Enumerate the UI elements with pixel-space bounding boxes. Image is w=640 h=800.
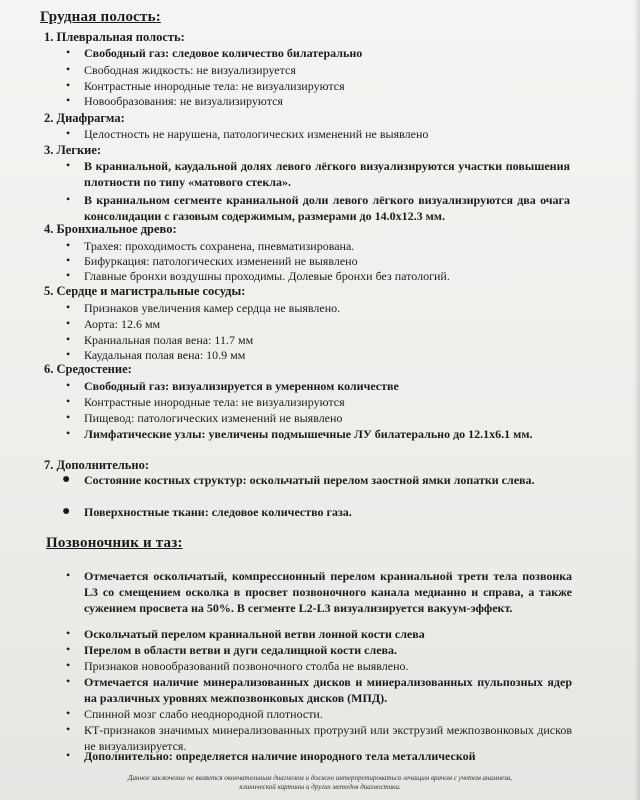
bullet-icon: •: [66, 126, 71, 140]
list-item: Целостность не нарушена, патологических изменений не выявлено: [84, 127, 429, 141]
bullet-icon: •: [66, 158, 71, 172]
bullet-icon: ●: [62, 504, 71, 519]
list-item: Признаков увеличения камер сердца не выявлено.: [84, 301, 341, 315]
list-item: Свободная жидкость: не визуализируется: [84, 63, 296, 77]
bullet-icon: •: [66, 626, 71, 640]
list-item: Свободный газ: следовое количество билатерально: [84, 46, 363, 60]
spine-section-title: Позвоночник и таз:: [46, 535, 183, 551]
list-item: Новообразования: не визуализируются: [84, 94, 283, 108]
list-item: Признаков новообразований позвоночного столба не выявлено.: [84, 659, 409, 673]
list-item: КТ-признаков значимых минерализованных протрузий или экструзий межпозвонковых дисков не визуализируется.: [84, 723, 572, 753]
page-edge-shadow: [634, 0, 640, 800]
heart-vessels-heading: 5. Сердце и магистральные сосуды:: [44, 284, 246, 298]
list-item: Контрастные инородные тела: не визуализируются: [84, 79, 345, 93]
bullet-icon: •: [66, 706, 71, 720]
list-item: Состояние костных структур: оскольчатый перелом заостной ямки лопатки слева.: [84, 473, 535, 487]
footer-disclaimer: [70, 774, 570, 792]
list-item: Отмечается оскольчатый, компрессионный перелом краниальной трети тела позвонка L3 со смещением осколка в просвет позвоночного канала медианно и справа, а также сужением просвета на 50%. В сегменте L2-L3 визуализируется вакуум-эффект.: [84, 569, 572, 615]
list-item: Трахея: проходимость сохранена, пневматизирована.: [84, 239, 355, 253]
bullet-icon: •: [66, 62, 71, 76]
list-item: Аорта: 12.6 мм: [84, 317, 161, 331]
pleural-heading: 1. Плевральная полость:: [44, 30, 185, 44]
bullet-icon: •: [66, 642, 71, 656]
list-item: Контрастные инородные тела: не визуализируются: [84, 395, 345, 409]
diaphragm-heading: 2. Диафрагма:: [44, 111, 125, 125]
list-item: Каудальная полая вена: 10.9 мм: [84, 348, 246, 362]
bullet-icon: •: [66, 410, 71, 424]
bullet-icon: •: [66, 332, 71, 346]
chest-section-title: Грудная полость:: [40, 9, 161, 25]
bullet-icon: •: [66, 722, 71, 736]
bronchial-tree-heading: 4. Бронхиальное древо:: [44, 222, 177, 236]
bullet-icon: •: [66, 192, 71, 206]
bullet-icon: •: [66, 268, 71, 282]
bullet-icon: •: [66, 426, 71, 440]
list-item: Спинной мозг слабо неоднородной плотности.: [84, 707, 323, 721]
list-item: Пищевод: патологических изменений не выявлено: [84, 411, 343, 425]
bullet-icon: •: [66, 394, 71, 408]
bullet-icon: •: [66, 78, 71, 92]
list-item: Дополнительно: определяется наличие инородного тела металлической: [84, 749, 476, 763]
list-item: Краниальная полая вена: 11.7 мм: [84, 333, 254, 347]
mediastinum-heading: 6. Средостение:: [44, 362, 132, 376]
list-item: Бифуркация: патологических изменений не выявлено: [84, 254, 358, 268]
bullet-icon: •: [66, 300, 71, 314]
list-item: В краниальной, каудальной долях левого лёгкого визуализируются участки повышения плотности по типу «матового стекла».: [84, 159, 570, 189]
bullet-icon: •: [66, 93, 71, 107]
bullet-icon: •: [66, 748, 71, 762]
additional-heading: 7. Дополнительно:: [44, 458, 149, 472]
footer-line-2: клинической картины и других методов диагностики.: [239, 783, 401, 791]
list-item: Отмечается наличие минерализованных дисков и минерализованных пульпозных ядер на различных уровнях межпозвонковых дисков (МПД).: [84, 675, 572, 705]
bullet-icon: ●: [62, 472, 71, 487]
list-item: Лимфатические узлы: увеличены подмышечные ЛУ билатерально до 12.1x6.1 мм.: [84, 427, 533, 441]
footer-line-1: Данное заключение не является окончательным диагнозом и должно интерпретироваться лечащим врачом с учетом анамнеза,: [128, 774, 512, 782]
bullet-icon: •: [66, 674, 71, 688]
bullet-icon: •: [66, 347, 71, 361]
list-item: Перелом в области ветви и дуги седалищной кости слева.: [84, 643, 398, 657]
bullet-icon: •: [66, 238, 71, 252]
lungs-heading: 3. Легкие:: [44, 143, 102, 157]
list-item: Оскольчатый перелом краниальной ветви лонной кости слева: [84, 627, 425, 641]
bullet-icon: •: [66, 316, 71, 330]
bullet-icon: •: [66, 378, 71, 392]
bullet-icon: •: [66, 253, 71, 267]
bullet-icon: •: [66, 658, 71, 672]
list-item: Свободный газ: визуализируется в умеренном количестве: [84, 379, 399, 393]
list-item: Главные бронхи воздушны проходимы. Долевые бронхи без патологий.: [84, 269, 450, 283]
list-item: Поверхностные ткани: следовое количество газа.: [84, 505, 352, 519]
list-item: В краниальном сегменте краниальной доли левого лёгкого визуализируются два очага консолидации с газовым содержимым, размерами до 14.0x12.3 мм.: [84, 193, 570, 223]
bullet-icon: •: [66, 45, 71, 59]
bullet-icon: •: [66, 568, 71, 582]
